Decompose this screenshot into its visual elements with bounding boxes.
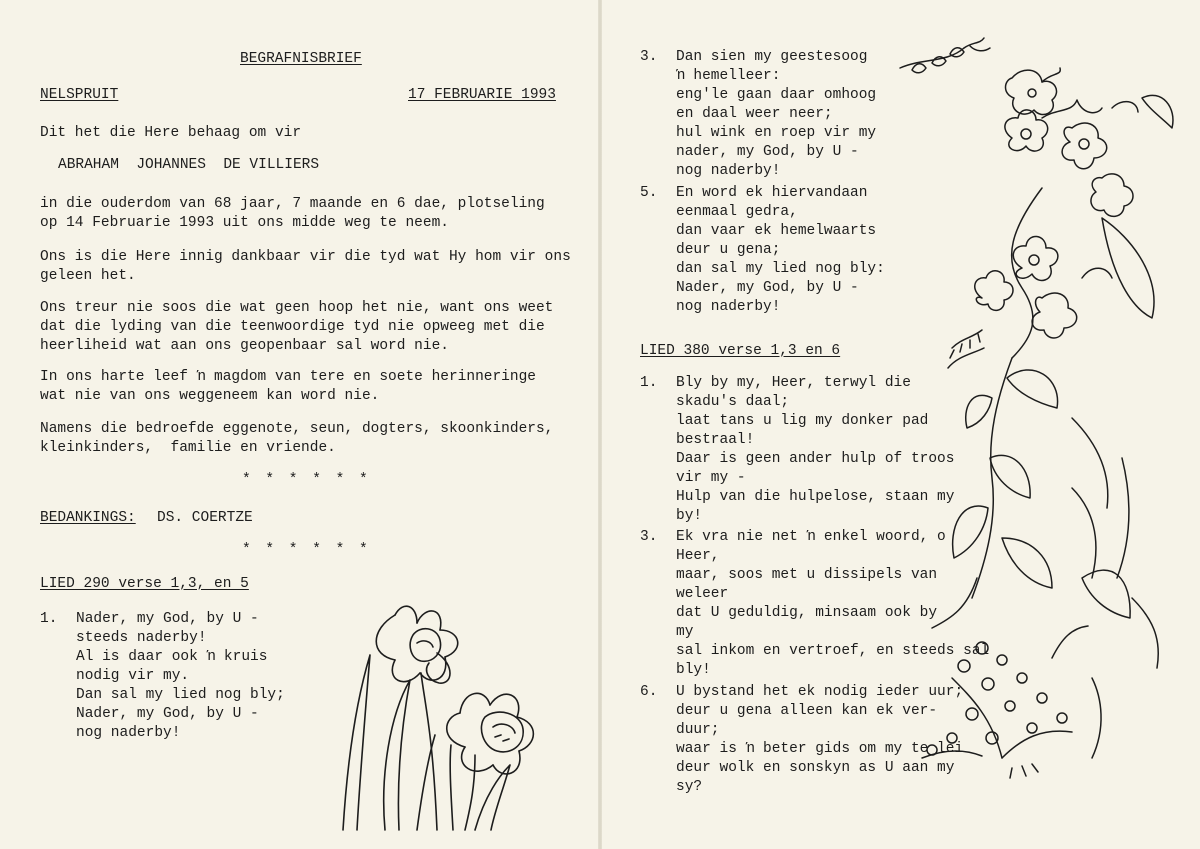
verse-line: Bly by my, Heer, terwyl die [676, 375, 911, 391]
paragraph-2-line-1: Ons is die Here innig dankbaar vir die tyd wat Hy hom vir ons [40, 249, 571, 265]
verse-line: Daar is geen ander hulp of troos [676, 451, 955, 467]
right-page [602, 0, 1200, 849]
verse-line: sy? [676, 779, 703, 795]
verse-line: Dan sien my geestesoog [676, 49, 868, 65]
verse-line: bestraal! [676, 432, 755, 448]
paragraph-4-line-1: In ons harte leef ŉ magdom van tere en soete herinneringe [40, 369, 536, 385]
verse-line: nodig vir my. [76, 668, 190, 684]
verse-line: hul wink en roep vir my [676, 125, 877, 141]
left-page [0, 0, 598, 849]
verse-line: steeds naderby! [76, 630, 207, 646]
hymn-380-title: LIED 380 verse 1,3 en 6 [640, 343, 841, 359]
paragraph-4-line-2: wat nie van ons weggeneem kan word nie. [40, 388, 380, 404]
verse-line: nader, my God, by U - [676, 144, 859, 160]
paragraph-5-line-2: kleinkinders, familie en vriende. [40, 440, 336, 456]
paragraph-1-line-1: in die ouderdom van 68 jaar, 7 maande en 6 dae, plotseling [40, 196, 545, 212]
verse-line: nog naderby! [676, 299, 781, 315]
verse-line: by! [676, 508, 703, 524]
verse-line: deur u gena; [676, 242, 781, 258]
verse-line: En word ek hiervandaan [676, 185, 868, 201]
verse-line: bly! [676, 662, 711, 678]
verse-line: duur; [676, 722, 720, 738]
verse-line: U bystand het ek nodig ieder uur; [676, 684, 964, 700]
verse-number: 3. [640, 49, 658, 65]
verse-number: 1. [40, 611, 58, 627]
verse-number: 6. [640, 684, 658, 700]
verse-number: 1. [640, 375, 658, 391]
thanks-label: BEDANKINGS: [40, 510, 136, 526]
date: 17 FEBRUARIE 1993 [408, 87, 556, 103]
verse-number: 5. [640, 185, 658, 201]
separator-stars-2: * * * * * * [242, 542, 371, 558]
verse-line: waar is ŉ beter gids om my te lei [676, 741, 964, 757]
verse-line: en daal weer neer; [676, 106, 833, 122]
thanks-name: DS. COERTZE [157, 510, 253, 526]
daffodil-illustration [325, 595, 565, 835]
verse-line: skadu's daal; [676, 394, 790, 410]
paragraph-3-line-2: dat die lyding van die teenwoordige tyd nie opweeg met die [40, 319, 545, 335]
verse-line: Nader, my God, by U - [76, 611, 259, 627]
verse-line: Ek vra nie net ŉ enkel woord, o [676, 529, 946, 545]
verse-line: dan sal my lied nog bly: [676, 261, 885, 277]
verse-line: vir my - [676, 470, 746, 486]
verse-line: Hulp van die hulpelose, staan my [676, 489, 955, 505]
verse-line: laat tans u lig my donker pad [676, 413, 929, 429]
verse-line: ŉ hemelleer: [676, 68, 781, 84]
verse-line: Heer, [676, 548, 720, 564]
verse-line: dan vaar ek hemelwaarts [676, 223, 877, 239]
paragraph-3-line-1: Ons treur nie soos die wat geen hoop het nie, want ons weet [40, 300, 554, 316]
verse-line: nog naderby! [76, 725, 181, 741]
verse-line: deur u gena alleen kan ek ver- [676, 703, 938, 719]
verse-line: eng'le gaan daar omhoog [676, 87, 877, 103]
verse-line: dat U geduldig, minsaam ook by [676, 605, 938, 621]
paragraph-2-line-2: geleen het. [40, 268, 136, 284]
separator-stars-1: * * * * * * [242, 472, 371, 488]
verse-line: maar, soos met u dissipels van [676, 567, 938, 583]
verse-line: Nader, my God, by U - [76, 706, 259, 722]
verse-line: my [676, 624, 694, 640]
verse-line: weleer [676, 586, 729, 602]
intro-line: Dit het die Here behaag om vir [40, 125, 302, 141]
verse-number: 3. [640, 529, 658, 545]
verse-line: deur wolk en sonskyn as U aan my [676, 760, 955, 776]
verse-line: nog naderby! [676, 163, 781, 179]
paragraph-1-line-2: op 14 Februarie 1993 uit ons midde weg te neem. [40, 215, 449, 231]
verse-line: Al is daar ook ŉ kruis [76, 649, 268, 665]
place: NELSPRUIT [40, 87, 119, 103]
paragraph-5-line-1: Namens die bedroefde eggenote, seun, dogters, skoonkinders, [40, 421, 554, 437]
verse-line: Dan sal my lied nog bly; [76, 687, 285, 703]
verse-line: Nader, my God, by U - [676, 280, 859, 296]
document-heading: BEGRAFNISBRIEF [240, 51, 362, 67]
paragraph-3-line-3: heerliheid wat aan ons geopenbaar sal word nie. [40, 338, 449, 354]
deceased-name: ABRAHAM JOHANNES DE VILLIERS [58, 157, 320, 173]
verse-line: eenmaal gedra, [676, 204, 798, 220]
verse-line: sal inkom en vertroef, en steeds sal [676, 643, 990, 659]
hymn-290-title: LIED 290 verse 1,3, en 5 [40, 576, 249, 592]
floral-vine-illustration [892, 38, 1192, 798]
hymn-290-verse-1 [40, 610, 340, 750]
